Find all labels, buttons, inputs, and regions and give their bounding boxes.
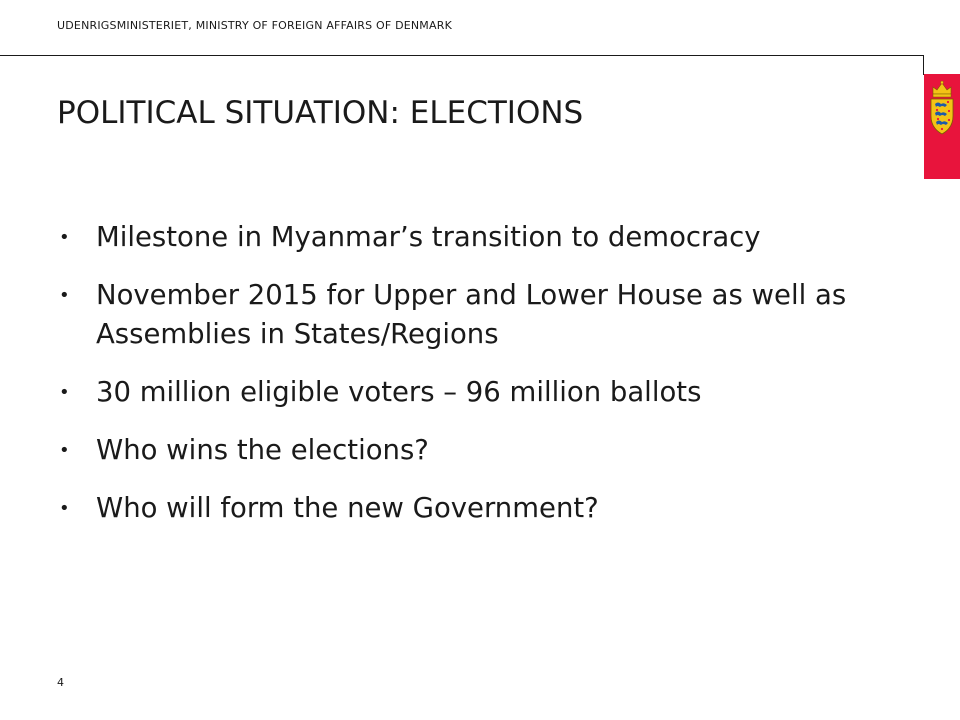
bullet-text: November 2015 for Upper and Lower House as well as Assemblies in States/Regions bbox=[96, 279, 847, 350]
bullet-item bbox=[57, 276, 897, 354]
bullet-text: Milestone in Myanmar’s transition to democracy bbox=[96, 221, 761, 253]
page-number: 4 bbox=[57, 676, 64, 689]
bullet-text: Who wins the elections? bbox=[96, 434, 429, 466]
bullet-text: Who will form the new Government? bbox=[96, 492, 599, 524]
bullet-icon: • bbox=[59, 498, 70, 519]
bullet-item bbox=[57, 431, 897, 470]
bullet-list bbox=[57, 218, 897, 547]
bullet-icon: • bbox=[59, 285, 70, 306]
bullet-item bbox=[57, 218, 897, 257]
bullet-text: 30 million eligible voters – 96 million ballots bbox=[96, 376, 702, 408]
danish-coat-of-arms-icon bbox=[928, 80, 956, 138]
bullet-icon: • bbox=[59, 382, 70, 403]
bullet-item bbox=[57, 489, 897, 528]
organization-header: UDENRIGSMINISTERIET, MINISTRY OF FOREIGN AFFAIRS OF DENMARK bbox=[57, 19, 452, 32]
header-divider bbox=[0, 55, 924, 56]
header-divider-vertical bbox=[923, 55, 924, 75]
bullet-item bbox=[57, 373, 897, 412]
bullet-icon: • bbox=[59, 227, 70, 248]
slide-title: POLITICAL SITUATION: ELECTIONS bbox=[57, 95, 584, 131]
bullet-icon: • bbox=[59, 440, 70, 461]
